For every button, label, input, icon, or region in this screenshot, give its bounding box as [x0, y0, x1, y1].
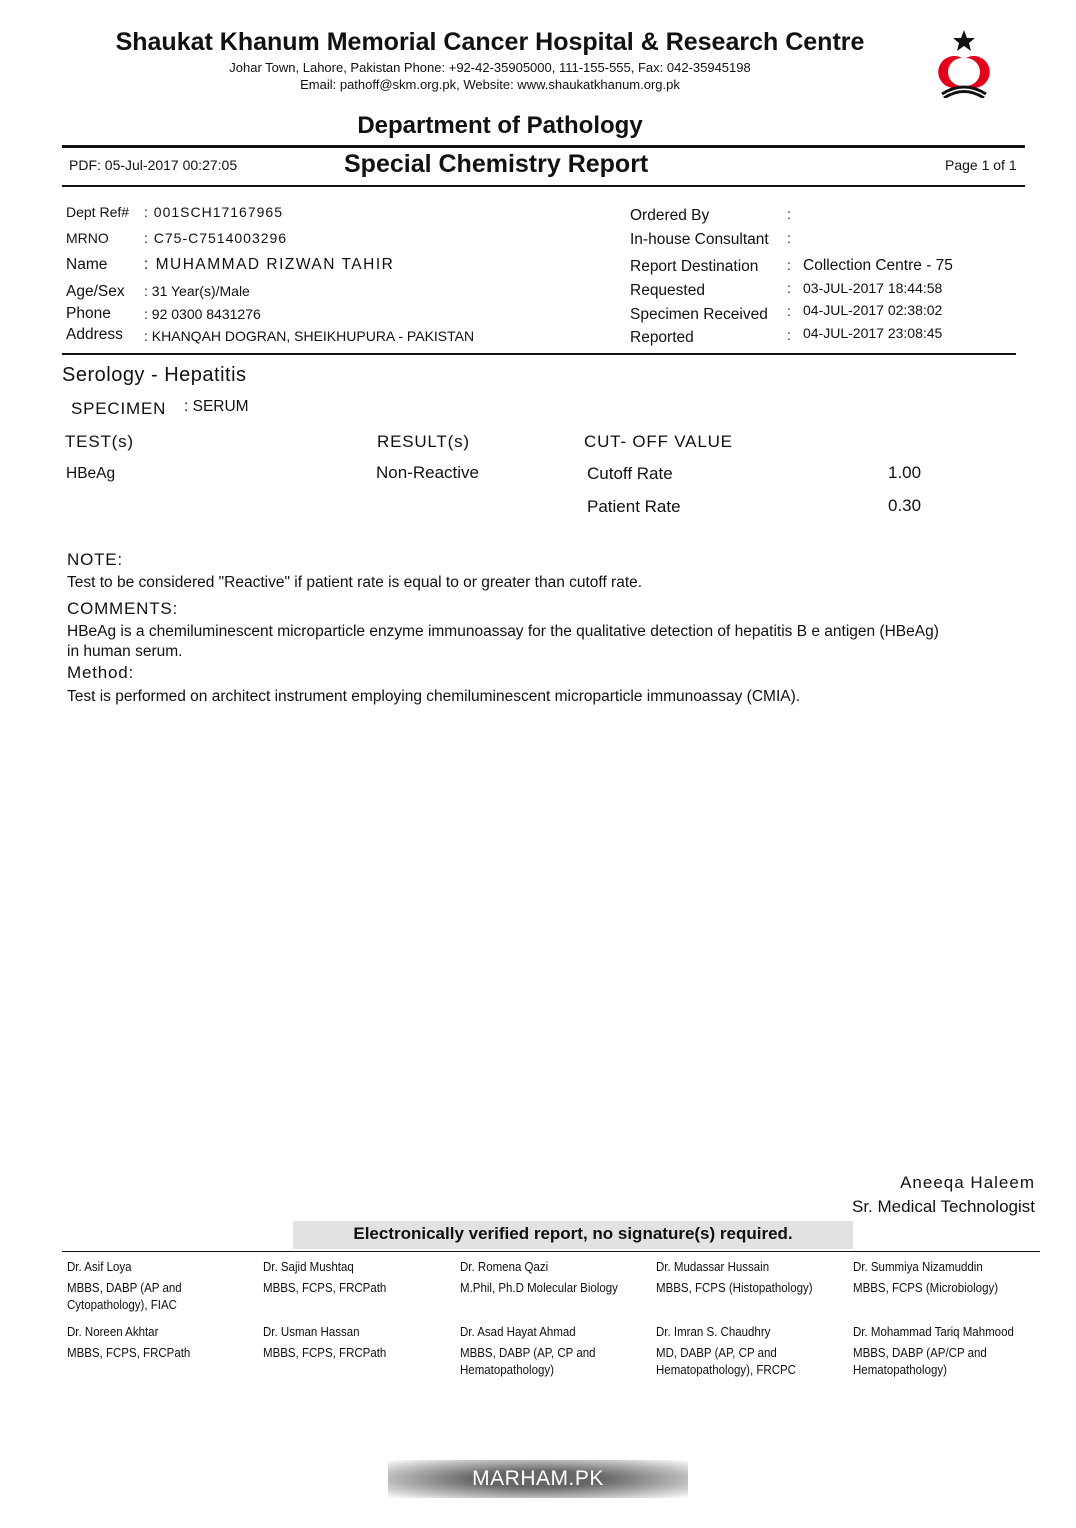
comments-text: HBeAg is a chemiluminescent microparticle enzyme immunoassay for the qualitative detection of hepatitis B e antigen (HBeAg)	[67, 623, 939, 640]
colon: :	[787, 327, 791, 343]
doctor: Dr. Usman Hassan MBBS, FCPS, FRCPath	[263, 1325, 387, 1360]
method-text: Test is performed on architect instrument employing chemiluminescent microparticle immunoassay (CMIA).	[67, 688, 801, 705]
header-result: RESULT(s)	[377, 432, 470, 451]
address: : KHANQAH DOGRAN, SHEIKHUPURA - PAKISTAN	[144, 328, 475, 344]
label: Address	[66, 326, 123, 343]
label: MRNO	[66, 230, 109, 246]
test-name: HBeAg	[66, 465, 116, 482]
mrno: : C75-C7514003296	[144, 230, 288, 246]
hospital-address: Johar Town, Lahore, Pakistan Phone: +92-42-35905000, 111-155-555, Fax: 042-35945198	[229, 60, 751, 75]
phone: : 92 0300 8431276	[144, 306, 261, 322]
department-title: Department of Pathology	[357, 112, 643, 139]
specimen-label: SPECIMEN	[71, 399, 167, 418]
doctor: Dr. Romena Qazi M.Phil, Ph.D Molecular Biology	[460, 1260, 618, 1295]
doctor: Dr. Asif Loya MBBS, DABP (AP and Cytopathology), FIAC	[67, 1260, 182, 1312]
label: In-house Consultant	[630, 231, 769, 248]
report-destination: Collection Centre - 75	[803, 257, 953, 274]
comments-title: COMMENTS:	[67, 599, 179, 618]
test-result: Non-Reactive	[376, 463, 479, 482]
note-text: Test to be considered "Reactive" if patient rate is equal to or greater than cutoff rate.	[67, 574, 643, 591]
verification-banner: Electronically verified report, no signature(s) required.	[293, 1221, 853, 1249]
doctor: Dr. Imran S. Chaudhry MD, DABP (AP, CP and Hematopathology), FRCPC	[656, 1325, 796, 1377]
report-title: Special Chemistry Report	[344, 150, 649, 178]
header-cutoff: CUT- OFF VALUE	[584, 432, 733, 451]
doctor: Dr. Summiya Nizamuddin MBBS, FCPS (Microbiology)	[853, 1260, 999, 1295]
specimen-value: : SERUM	[184, 398, 249, 415]
hospital-logo-icon	[922, 28, 1006, 98]
label: Age/Sex	[66, 283, 125, 300]
reported-date: 04-JUL-2017 23:08:45	[803, 325, 943, 341]
label: Ordered By	[630, 207, 710, 224]
signatory-title: Sr. Medical Technologist	[851, 1197, 1035, 1216]
label: Requested	[630, 282, 705, 299]
patient-name: : MUHAMMAD RIZWAN TAHIR	[144, 256, 395, 273]
doctor: Dr. Sajid Mushtaq MBBS, FCPS, FRCPath	[263, 1260, 387, 1295]
received-date: 04-JUL-2017 02:38:02	[803, 302, 943, 318]
cutoff-label: Cutoff Rate	[587, 464, 673, 483]
dept-ref: : 001SCH17167965	[144, 204, 283, 220]
label: Phone	[66, 305, 111, 322]
note-title: NOTE:	[67, 550, 123, 569]
page-number: Page 1 of 1	[945, 157, 1017, 173]
comments-text-2: in human serum.	[67, 643, 183, 660]
doctor: Dr. Asad Hayat Ahmad MBBS, DABP (AP, CP and Hematopathology)	[460, 1325, 596, 1377]
section-title: Serology - Hepatitis	[62, 364, 247, 386]
colon: :	[787, 230, 791, 246]
colon: :	[787, 257, 791, 273]
age-sex: : 31 Year(s)/Male	[144, 283, 250, 299]
hospital-contact: Email: pathoff@skm.org.pk, Website: www.shaukatkhanum.org.pk	[300, 77, 680, 92]
label: Dept Ref#	[66, 204, 130, 220]
hospital-name: Shaukat Khanum Memorial Cancer Hospital & Research Centre	[115, 28, 865, 56]
patient-rate-value: 0.30	[888, 496, 922, 515]
patient-rate-label: Patient Rate	[587, 497, 681, 516]
label: Specimen Received	[630, 306, 768, 323]
signatory-name: Aneeqa Haleem	[900, 1173, 1035, 1192]
header-test: TEST(s)	[65, 432, 134, 451]
method-title: Method:	[67, 663, 135, 682]
label: Report Destination	[630, 258, 759, 275]
doctor: Dr. Mohammad Tariq Mahmood MBBS, DABP (AP/CP and Hematopathology)	[853, 1325, 1014, 1377]
colon: :	[787, 280, 791, 296]
watermark-logo: MARHAM.PK	[388, 1460, 688, 1498]
doctor: Dr. Noreen Akhtar MBBS, FCPS, FRCPath	[67, 1325, 191, 1360]
pdf-date: PDF: 05-Jul-2017 00:27:05	[69, 157, 238, 173]
label: Name	[66, 256, 108, 273]
cutoff-value: 1.00	[888, 463, 922, 482]
requested-date: 03-JUL-2017 18:44:58	[803, 280, 943, 296]
colon: :	[787, 206, 791, 222]
colon: :	[787, 303, 791, 319]
doctor: Dr. Mudassar Hussain MBBS, FCPS (Histopathology)	[656, 1260, 813, 1295]
label: Reported	[630, 329, 694, 346]
